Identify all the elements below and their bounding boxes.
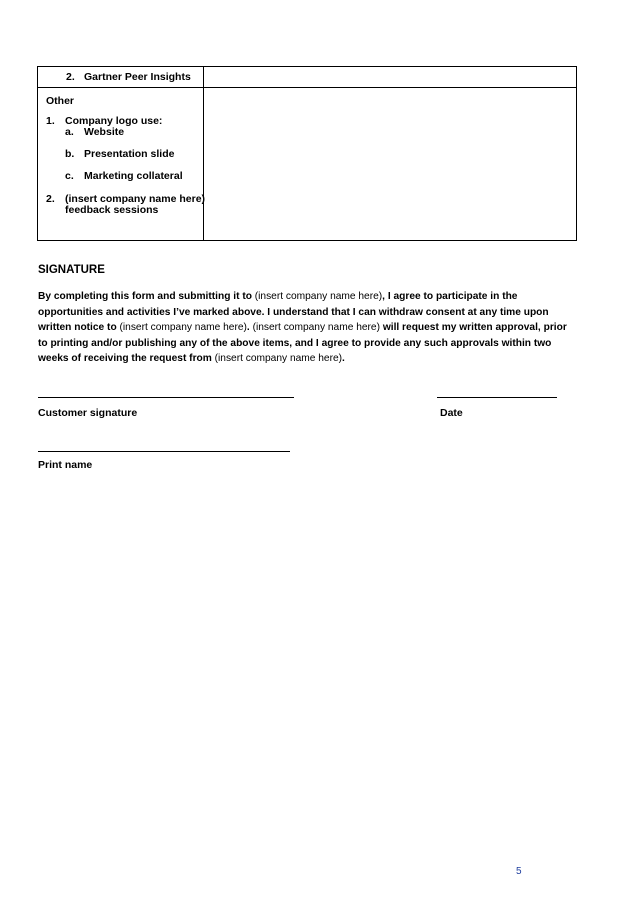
item-company-logo-use: Company logo use:	[65, 115, 163, 127]
subitem-marketing-collateral: Marketing collateral	[84, 170, 183, 182]
customer-signature-line[interactable]	[38, 397, 294, 398]
item-gartner-peer-insights: Gartner Peer Insights	[84, 71, 191, 83]
date-label: Date	[440, 407, 463, 419]
subitem-letter: a.	[65, 126, 74, 138]
para-text: By completing this form and submitting it to	[38, 291, 255, 302]
subitem-website: Website	[84, 126, 125, 138]
subitem-letter: b.	[65, 148, 75, 160]
company-placeholder: (insert company name here)	[214, 353, 343, 364]
print-name-line[interactable]	[38, 451, 290, 452]
customer-signature-label: Customer signature	[38, 407, 138, 419]
row-number: 2.	[66, 71, 75, 83]
para-text: will request my written approval, prior to printing and/or publishing any of the above items, and I agree to provide any such approvals within two weeks of receiving the request from	[38, 322, 567, 364]
para-text: .	[342, 353, 345, 364]
company-placeholder: (insert company name here)	[252, 322, 380, 333]
print-name-label: Print name	[38, 459, 93, 471]
para-text: .	[246, 322, 253, 333]
signature-heading: SIGNATURE	[38, 264, 105, 276]
page-number: 5	[516, 866, 522, 877]
item-feedback-sessions-line2: feedback sessions	[65, 204, 159, 216]
subitem-letter: c.	[65, 170, 74, 182]
para-text: , I agree to participate in the opportunities and activities I’ve marked above. I understand that I can withdraw consent at any time upon written notice to	[38, 291, 549, 333]
column-divider	[203, 67, 204, 240]
other-heading: Other	[46, 95, 75, 107]
company-placeholder: (insert company name here)	[254, 291, 383, 302]
consent-table	[37, 66, 577, 241]
date-line[interactable]	[437, 397, 557, 398]
item-number: 1.	[46, 115, 55, 127]
item-number: 2.	[46, 193, 55, 205]
item-feedback-sessions: (insert company name here)	[65, 193, 206, 205]
company-placeholder: (insert company name here)	[119, 322, 247, 333]
subitem-presentation-slide: Presentation slide	[84, 148, 175, 160]
consent-paragraph	[38, 289, 578, 367]
